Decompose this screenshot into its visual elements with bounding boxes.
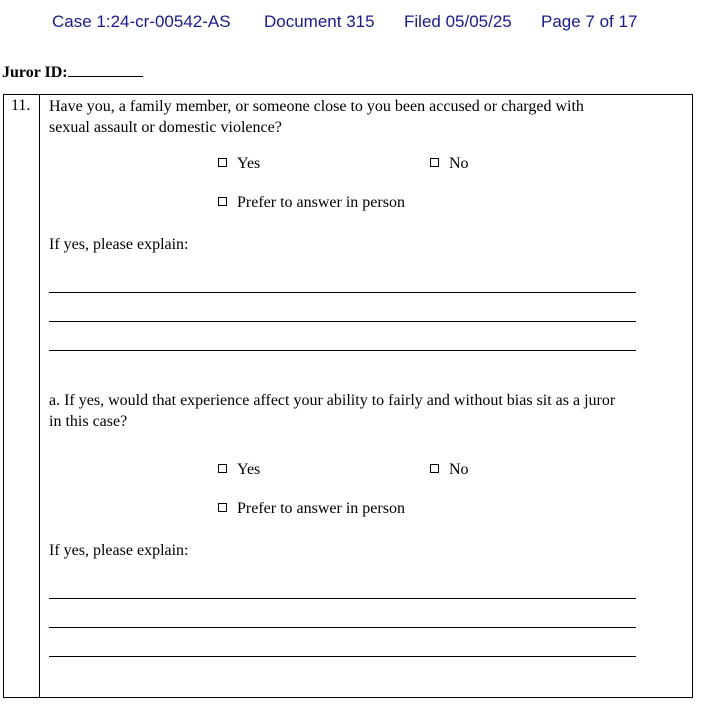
yes-label: Yes [237,155,261,172]
sub-question-text-line-2: in this case? [49,413,128,430]
sub-yes-label: Yes [237,461,261,478]
sub-answer-line-3[interactable] [49,656,636,657]
answer-line-2[interactable] [49,321,636,322]
sub-prefer-in-person-checkbox[interactable] [218,500,405,518]
question-text-line-1: Have you, a family member, or someone close to you been accused or charged with [49,98,584,115]
question-text-line-2: sexual assault or domestic violence? [49,119,282,136]
no-checkbox[interactable] [430,155,469,173]
answer-line-3[interactable] [49,350,636,351]
page-number: Page 7 of 17 [541,12,638,31]
case-number: Case 1:24-cr-00542-AS [52,12,231,31]
sub-prefer-label: Prefer to answer in person [237,500,405,517]
prefer-label: Prefer to answer in person [237,194,405,211]
document-number: Document 315 [264,12,375,31]
sub-no-label: No [449,461,469,478]
question-number: 11. [11,97,31,114]
sub-answer-line-2[interactable] [49,627,636,628]
checkbox-icon[interactable] [430,158,439,167]
no-label: No [449,155,469,172]
checkbox-icon[interactable] [218,197,227,206]
checkbox-icon[interactable] [218,158,227,167]
yes-checkbox[interactable] [218,155,260,173]
question-text [49,96,584,138]
checkbox-icon[interactable] [218,464,227,473]
juror-id-label: Juror ID: [2,64,68,81]
question-box [3,94,693,698]
sub-yes-checkbox[interactable] [218,461,260,479]
prefer-in-person-checkbox[interactable] [218,194,405,212]
juror-id-blank[interactable] [68,61,143,77]
sub-explain-label: If yes, please explain: [49,542,189,559]
answer-line-1[interactable] [49,292,636,293]
explain-label: If yes, please explain: [49,236,189,253]
question-number-column [4,95,40,697]
filed-date: Filed 05/05/25 [404,12,512,31]
sub-question-text-line-1: a. If yes, would that experience affect your ability to fairly and without bias sit as a juror [49,392,616,409]
sub-answer-line-1[interactable] [49,598,636,599]
checkbox-icon[interactable] [430,464,439,473]
sub-no-checkbox[interactable] [430,461,469,479]
juror-id-field [2,61,143,82]
sub-question-text [49,390,615,432]
document-header [0,12,720,34]
checkbox-icon[interactable] [218,503,227,512]
